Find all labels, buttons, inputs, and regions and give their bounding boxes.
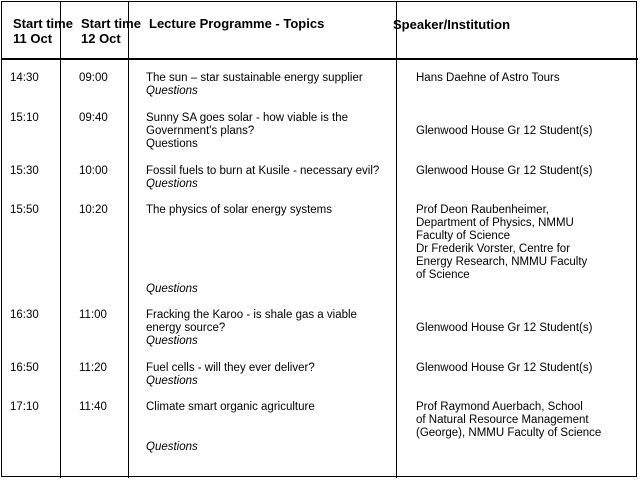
- row-questions: Questions: [146, 85, 198, 97]
- row-topic: Government's plans?: [146, 125, 255, 137]
- row-questions: Questions: [146, 283, 198, 295]
- row-time-11oct: 15:50: [10, 204, 39, 216]
- row-time-11oct: 14:30: [10, 72, 39, 84]
- row-time-12oct: 10:20: [79, 204, 108, 216]
- header-start-11oct-line2: 11 Oct: [13, 31, 53, 46]
- header-start-11oct-line1: Start time: [13, 16, 73, 31]
- row-speaker: Energy Research, NMMU Faculty: [416, 256, 588, 268]
- row-topic: Fuel cells - will they ever deliver?: [146, 362, 315, 374]
- row-speaker: Glenwood House Gr 12 Student(s): [416, 362, 593, 374]
- row-topic: Climate smart organic agriculture: [146, 401, 315, 413]
- row-time-12oct: 11:40: [79, 401, 107, 413]
- row-speaker: of Natural Resource Management: [416, 414, 589, 426]
- row-speaker: Dr Frederik Vorster, Centre for: [416, 243, 571, 255]
- row-topic: The physics of solar energy systems: [146, 204, 332, 216]
- column-divider-1: [60, 1, 61, 478]
- row-questions: Questions: [146, 335, 198, 347]
- row-speaker: Department of Physics, NMMU: [416, 217, 574, 229]
- row-questions: Questions: [146, 441, 198, 453]
- row-speaker: of Science: [416, 269, 470, 281]
- header-speaker: Speaker/Institution: [393, 17, 511, 32]
- row-questions: Questions: [146, 178, 198, 190]
- row-time-12oct: 11:00: [79, 309, 107, 321]
- row-time-11oct: 15:30: [10, 165, 39, 177]
- row-time-11oct: 16:30: [10, 309, 39, 321]
- row-time-11oct: 16:50: [10, 362, 39, 374]
- header-divider: [1, 58, 638, 60]
- row-topic: Fossil fuels to burn at Kusile - necessary evil?: [146, 165, 380, 177]
- row-time-11oct: 15:10: [10, 112, 39, 124]
- row-speaker: Glenwood House Gr 12 Student(s): [416, 165, 593, 177]
- row-topic: The sun – star sustainable energy supplier: [146, 72, 363, 84]
- header-start-12oct-line1: Start time: [81, 16, 141, 31]
- row-time-12oct: 09:00: [79, 72, 108, 84]
- row-time-11oct: 17:10: [10, 401, 39, 413]
- row-speaker: Prof Raymond Auerbach, School: [416, 401, 583, 413]
- row-topic: Fracking the Karoo - is shale gas a viable: [146, 309, 357, 321]
- row-time-12oct: 11:20: [79, 362, 107, 374]
- row-time-12oct: 10:00: [79, 165, 108, 177]
- row-questions: Questions: [146, 138, 198, 150]
- column-divider-3: [396, 1, 397, 478]
- row-questions: Questions: [146, 375, 198, 387]
- column-divider-2: [128, 1, 129, 478]
- row-speaker: Prof Deon Raubenheimer,: [416, 204, 549, 216]
- row-time-12oct: 09:40: [79, 112, 108, 124]
- row-speaker: Faculty of Science: [416, 230, 510, 242]
- row-speaker: (George), NMMU Faculty of Science: [416, 427, 602, 439]
- header-topics: Lecture Programme - Topics: [149, 16, 325, 31]
- row-speaker: Glenwood House Gr 12 Student(s): [416, 125, 593, 137]
- row-topic: energy source?: [146, 322, 226, 334]
- row-topic: Sunny SA goes solar - how viable is the: [146, 112, 349, 124]
- row-speaker: Glenwood House Gr 12 Student(s): [416, 322, 593, 334]
- row-speaker: Hans Daehne of Astro Tours: [416, 72, 560, 84]
- header-start-12oct-line2: 12 Oct: [81, 31, 121, 46]
